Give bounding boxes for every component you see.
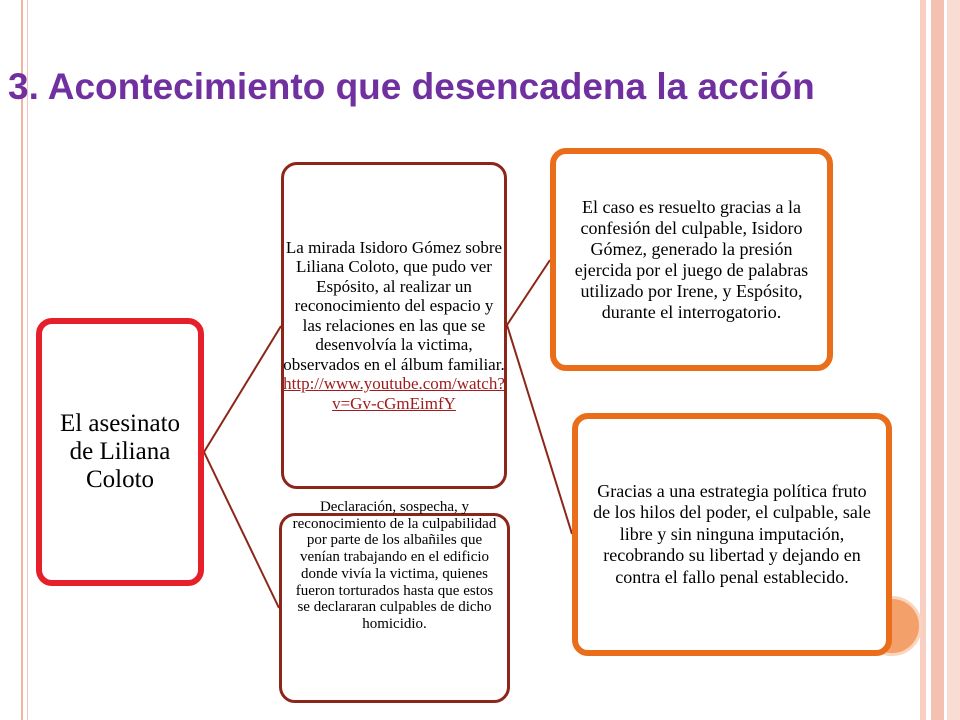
branch-node-top xyxy=(281,162,507,489)
branch-bottom-text: Declaración, sospecha, y reconocimiento de la culpabilidad por parte de los albañiles que venían trabajando en el edificio donde vivía la victima, quienes fueron torturados hasta que estos se declararan culpables de dicho homicidio. xyxy=(292,499,497,632)
leaf-released-text: Gracias a una estrategia política fruto de los hilos del poder, el culpable, sale libre y sin ninguna imputación, recobrando su libertad y dejando en contra el fallo penal establecido. xyxy=(593,480,871,587)
youtube-link[interactable]: http://www.youtube.com/watch?v=Gv-cGmEimfY xyxy=(283,374,505,413)
leaf-node-resolved xyxy=(550,148,833,371)
connector-root-bottom xyxy=(204,452,279,608)
connector-top-right1 xyxy=(507,260,550,325)
root-node xyxy=(36,318,204,586)
leaf-node-released xyxy=(572,413,892,656)
leaf-resolved-text: El caso es resuelto gracias a la confesión del culpable, Isidoro Gómez, generado la presión ejercida por el juego de palabras utilizado por Irene, y Espósito, durante el interrogatorio. xyxy=(574,196,809,322)
branch-node-bottom xyxy=(279,499,510,703)
slide-title: 3. Acontecimiento que desencadena la acción xyxy=(8,66,815,107)
connector-root-top xyxy=(204,326,281,452)
branch-top-text: La mirada Isidoro Gómez sobre Liliana Coloto, que pudo ver Espósito, al realizar un reconocimiento del espacio y las relaciones en las que se desenvolvía la victima, observados en el álbum familiar. xyxy=(283,237,505,374)
root-node-label: El asesinato de Liliana Coloto xyxy=(59,410,181,493)
